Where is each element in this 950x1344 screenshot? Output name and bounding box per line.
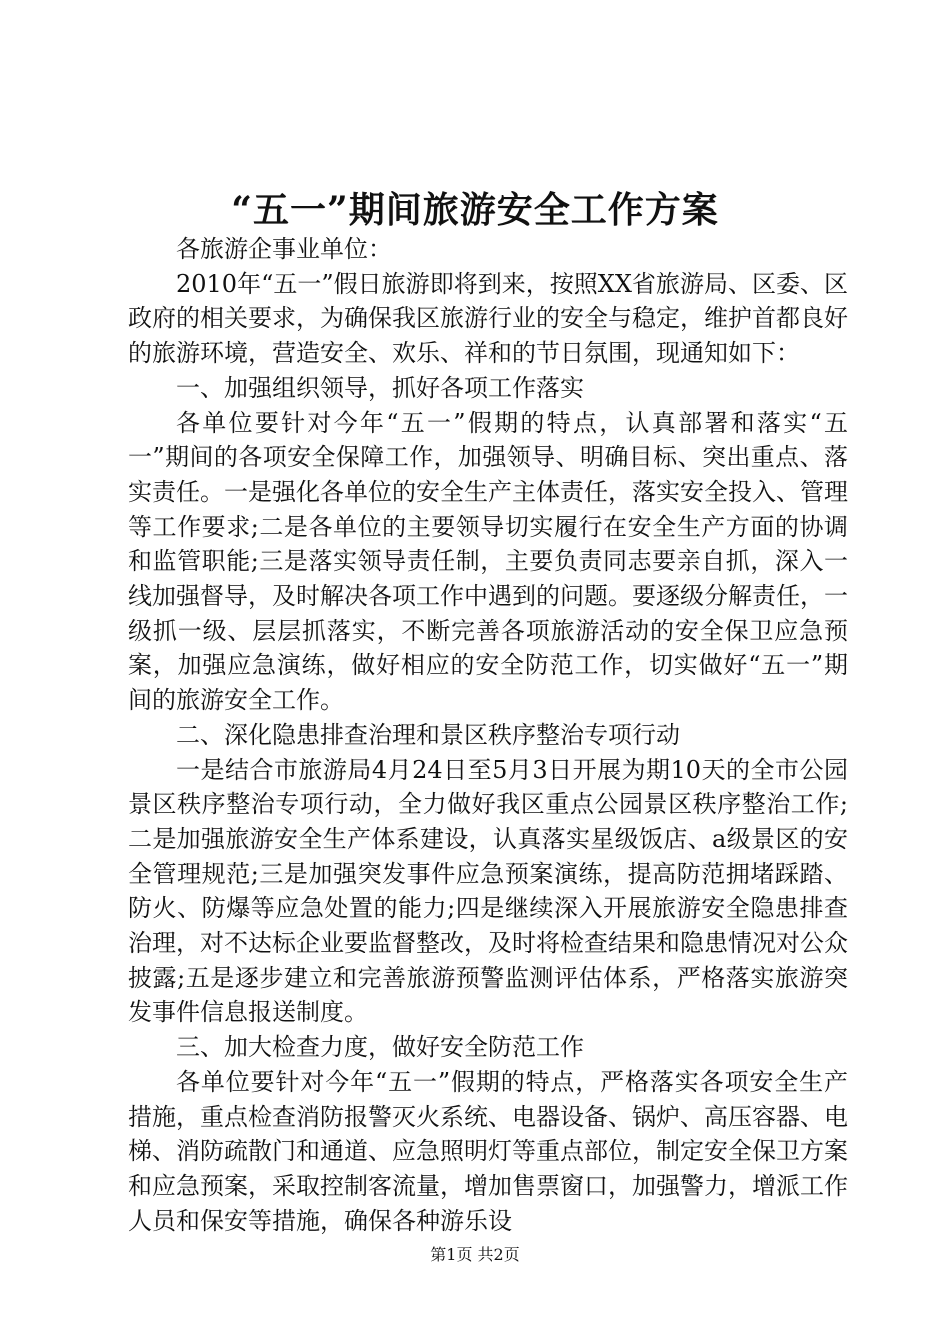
page-footer: 第1页 共2页 [430, 1245, 520, 1264]
section-heading-1: 一、加强组织领导，抓好各项工作落实 [176, 373, 584, 402]
salutation-paragraph: 各旅游企事业单位： [176, 235, 392, 263]
intro-paragraph: 2010年“五一”假日旅游即将到来，按照XX省旅游局、区委、区政府的相关要求，为确保我区旅游行业的安全与稳定，维护首都良好的旅游环境，营造安全、欢乐、祥和的节日氛围，现通知如下： [128, 269, 848, 368]
section-body-3: 各单位要针对今年“五一”假期的特点，严格落实各项安全生产措施，重点检查消防报警灭火系统、电器设备、锅炉、高压容器、电梯、消防疏散门和通道、应急照明灯等重点部位，制定安全保卫方案和应急预案，采取控制客流量，增加售票窗口，加强警力，增派工作人员和保安等措施，确保各种游乐设 [128, 1067, 848, 1235]
section-body-2: 一是结合市旅游局4月24日至5月3日开展为期10天的全市公园景区秩序整治专项行动，全力做好我区重点公园景区秩序整治工作;二是加强旅游安全生产体系建设，认真落实星级饭店、a级景区的安全管理规范;三是加强突发事件应急预案演练，提高防范拥堵踩踏、防火、防爆等应急处置的能力;四是继续深入开展旅游安全隐患排查治理，对不达标企业要监督整改，及时将检查结果和隐患情况对公众披露;五是逐步建立和完善旅游预警监测评估体系，严格落实旅游突发事件信息报送制度。 [128, 755, 848, 1027]
section-heading-3: 三、加大检查力度，做好安全防范工作 [176, 1033, 584, 1062]
document-title: “五一”期间旅游安全工作方案 [231, 189, 719, 231]
section-heading-2: 二、深化隐患排查治理和景区秩序整治专项行动 [176, 720, 680, 749]
document-body [128, 232, 848, 1238]
section-body-1: 各单位要针对今年“五一”假期的特点，认真部署和落实“五一”期间的各项安全保障工作，加强领导、明确目标、突出重点、落实责任。一是强化各单位的安全生产主体责任，落实安全投入、管理等工作要求;二是各单位的主要领导切实履行在安全生产方面的协调和监管职能;三是落实领导责任制，主要负责同志要亲自抓，深入一线加强督导，及时解决各项工作中遇到的问题。要逐级分解责任，一级抓一级、层层抓落实，不断完善各项旅游活动的安全保卫应急预案，加强应急演练，做好相应的安全防范工作，切实做好“五一”期间的旅游安全工作。 [128, 408, 848, 715]
